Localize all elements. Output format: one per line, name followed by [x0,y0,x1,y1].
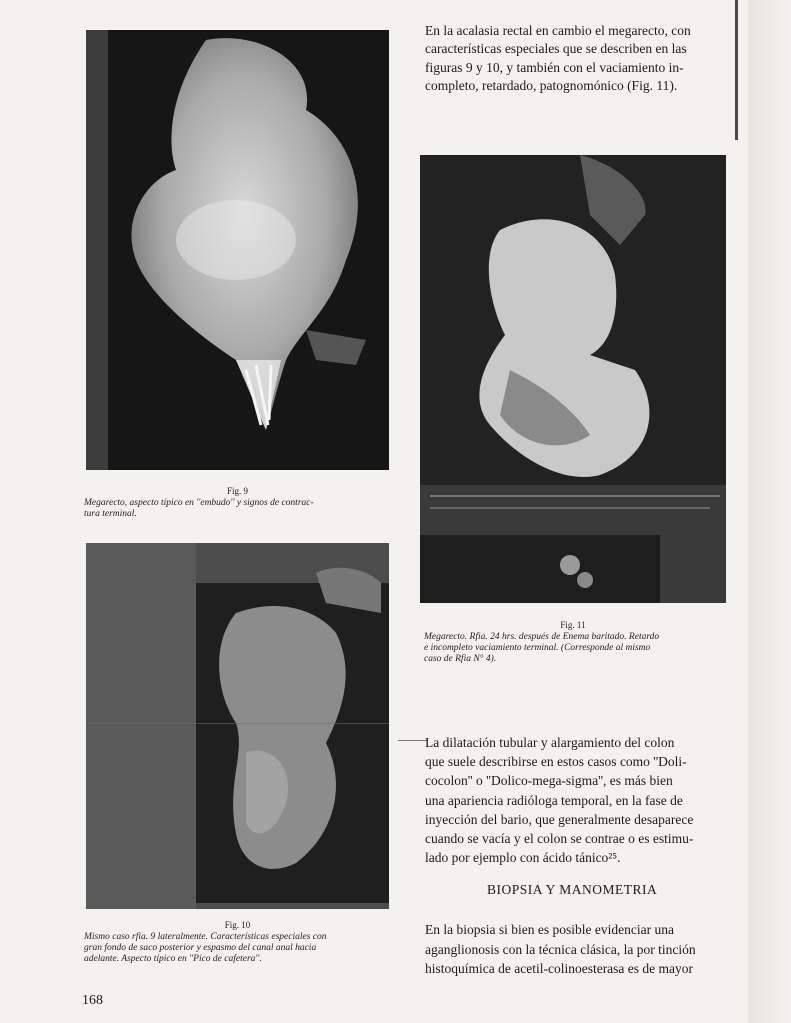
fig11-label: Fig. 11 [560,620,586,630]
biopsy-paragraph [425,920,730,979]
text-line: lado por ejemplo con ácido tánico²⁵. [425,850,621,866]
scan-line-artifact [86,723,389,724]
text-line: aganglionosis con la técnica clásica, la por tinción [425,941,696,957]
text-line: una apariencia radiólogа temporal, en la fase de [425,792,683,808]
page-margin-shade [748,0,791,1023]
fig10-label: Fig. 10 [224,920,251,930]
fig9-caption [84,498,394,520]
text-line: En la acalasia rectal en cambio el megarecto, con [425,23,691,38]
text-line: inyección del bario, que generalmente desaparece [425,811,694,827]
caption-line: Megarecto, aspecto típico en ''embudo'' y signos de contrac- [84,498,314,508]
text-line: completo, retardado, patognomónico (Fig. 11). [425,78,678,94]
caption-line: e incompleto vaciamiento terminal. (Corresponde al mismo [424,643,651,653]
text-line: La dilatación tubular y alargamiento del colon [425,735,675,750]
caption-line: caso de Rfia N° 4). [424,654,497,664]
fig9-radiograph [86,30,389,470]
fig11-radiograph [420,155,726,603]
fig10-caption [84,932,396,965]
fig10-radiograph [86,543,389,909]
intro-paragraph [425,22,725,96]
fig10-radiograph-image [86,543,389,909]
fig11-caption [424,632,734,665]
text-line: En la biopsia si bien es posible evidenciar una [425,922,674,937]
caption-line: gran fondo de saco posterior y espasmo del canal anal hacia [84,943,317,953]
connector-rule [398,740,428,741]
text-line: cuando se vacía y el colon se contrae o es estimu- [425,831,694,847]
page-edge-shadow [735,0,738,140]
fig11-radiograph-image [420,155,726,603]
caption-line: Megarecto. Rfia. 24 hrs. después de Enema baritado. Retardo [424,632,660,642]
section-heading: BIOPSIA Y MANOMETRIA [487,882,658,897]
caption-line: tura terminal. [84,509,137,519]
fig9-label: Fig. 9 [226,486,248,496]
caption-line: Mismo caso rfia. 9 lateralmente. Características especiales con [84,932,327,942]
text-line: que suele describirse en estos casos como ''Doli- [425,754,687,770]
caption-line: adelante. Aspecto típico en ''Pico de cafetera''. [84,954,262,964]
page-number: 168 [82,993,103,1008]
fig9-radiograph-image [86,30,389,470]
text-line: figuras 9 y 10, y también con el vaciamiento in- [425,59,684,75]
text-line: histoquímica de acetil-colinoesterasa es de mayor [425,961,694,976]
text-line: cocolon'' o ''Dolico-mega-sigma'', es más bien [425,773,673,789]
dilation-paragraph [425,733,730,867]
text-line: características especiales que se describen en las [425,41,687,57]
